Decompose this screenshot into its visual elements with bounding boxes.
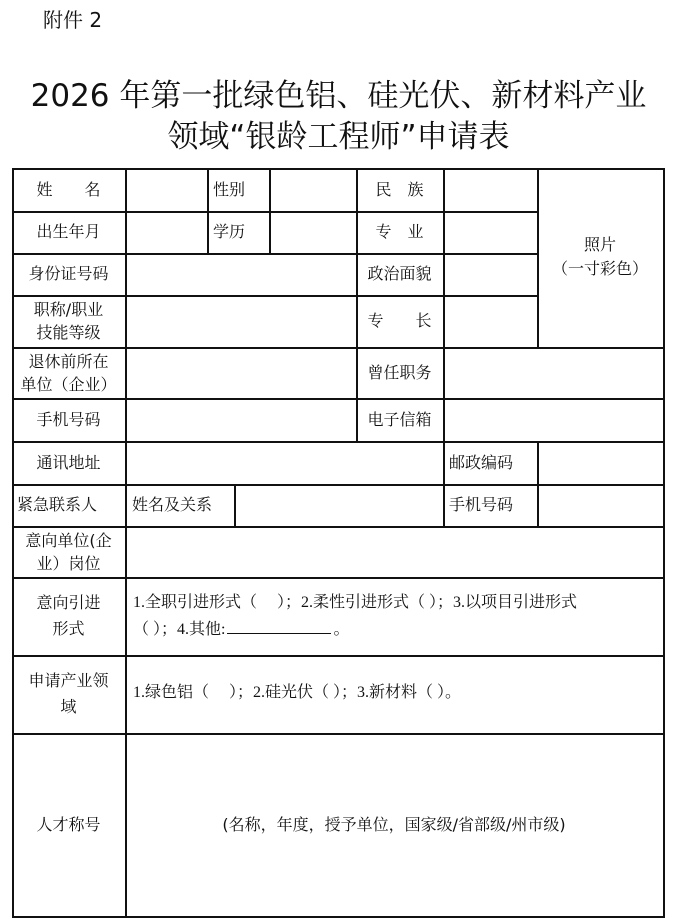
industry-options-text: 1.绿色铝（ ）；2.硅光伏（ ）；3.新材料（ ）。 bbox=[133, 684, 462, 701]
previous-unit-label bbox=[12, 347, 125, 398]
professional-title-label-l2: 技能等级 bbox=[36, 323, 101, 342]
emergency-mobile-label: 手机号码 bbox=[449, 495, 514, 514]
table-border-bottom bbox=[12, 916, 665, 918]
photo-size-label: （一寸彩色） bbox=[551, 258, 648, 278]
political-status-field[interactable] bbox=[443, 253, 537, 295]
target-unit-label-l1: 意向单位(企 bbox=[25, 530, 112, 550]
page-title-line2: 领域“银龄工程师”申请表 bbox=[167, 119, 510, 155]
mobile-label: 手机号码 bbox=[36, 409, 101, 429]
major-field[interactable] bbox=[443, 211, 537, 253]
previous-position-field[interactable] bbox=[443, 347, 663, 398]
industry-label-l2: 域 bbox=[60, 697, 77, 716]
intro-options-line1: 1.全职引进形式（ ）；2.柔性引进形式（ ）；3.以项目引进形式 bbox=[133, 594, 578, 611]
education-field[interactable] bbox=[269, 211, 356, 253]
ethnicity-label: 民 族 bbox=[375, 179, 424, 199]
previous-unit-label-l1: 退休前所在 bbox=[28, 351, 109, 371]
previous-position-label: 曾任职务 bbox=[367, 362, 432, 382]
address-field[interactable] bbox=[125, 441, 443, 484]
table-border-right bbox=[663, 168, 665, 917]
photo-label: 照片 bbox=[583, 234, 616, 254]
intro-options-line2-end: 。 bbox=[333, 621, 350, 638]
other-blank-field[interactable] bbox=[227, 617, 331, 634]
specialty-label: 专 长 bbox=[367, 311, 432, 330]
major-label: 专 业 bbox=[375, 222, 424, 241]
industry-label bbox=[12, 655, 125, 733]
talent-title-label: 人才称号 bbox=[36, 814, 101, 834]
page-title-line1: 2026 年第一批绿色铝、硅光伏、新材料产业 bbox=[30, 78, 647, 114]
emergency-name-relation-field[interactable] bbox=[234, 484, 443, 526]
mobile-field[interactable] bbox=[125, 398, 356, 441]
target-unit-field[interactable] bbox=[125, 526, 663, 577]
birth-label: 出生年月 bbox=[36, 222, 101, 241]
postcode-field[interactable] bbox=[537, 441, 663, 484]
target-unit-label-l2: 业）岗位 bbox=[36, 553, 101, 573]
previous-unit-label-l2: 单位（企业） bbox=[20, 374, 117, 394]
intro-form-options[interactable] bbox=[125, 577, 663, 655]
professional-title-field[interactable] bbox=[125, 295, 356, 347]
intro-form-label-l1: 意向引进 bbox=[36, 593, 101, 612]
target-unit-label bbox=[12, 526, 125, 577]
previous-unit-field[interactable] bbox=[125, 347, 356, 398]
id-number-field[interactable] bbox=[125, 253, 356, 295]
name-label: 姓 名 bbox=[36, 179, 101, 199]
industry-options[interactable] bbox=[125, 655, 663, 733]
intro-options-line2 bbox=[133, 617, 349, 643]
education-label: 学历 bbox=[213, 222, 246, 241]
email-label: 电子信箱 bbox=[367, 409, 432, 429]
postcode-label: 邮政编码 bbox=[449, 452, 514, 472]
ethnicity-field[interactable] bbox=[443, 168, 537, 211]
professional-title-label bbox=[12, 295, 125, 347]
address-label: 通讯地址 bbox=[36, 452, 101, 472]
attachment-label: 附件 2 bbox=[43, 8, 103, 32]
email-field[interactable] bbox=[443, 398, 663, 441]
birth-field[interactable] bbox=[125, 211, 207, 253]
talent-title-hint: (名称，年度，授予单位，国家级/省部级/州市级) bbox=[222, 814, 566, 834]
intro-options-line2-text: （ ）；4.其他: bbox=[133, 621, 226, 638]
photo-box[interactable] bbox=[537, 168, 663, 347]
gender-label: 性别 bbox=[213, 179, 246, 199]
professional-title-label-l1: 职称/职业 bbox=[33, 300, 104, 319]
industry-label-l1: 申请产业领 bbox=[28, 671, 109, 690]
emergency-contact-label: 紧急联系人 bbox=[17, 495, 98, 514]
gender-field[interactable] bbox=[269, 168, 356, 211]
id-number-label: 身份证号码 bbox=[28, 264, 109, 283]
specialty-field[interactable] bbox=[443, 295, 537, 347]
emergency-mobile-field[interactable] bbox=[537, 484, 663, 526]
intro-form-label bbox=[12, 577, 125, 655]
political-status-label: 政治面貌 bbox=[367, 264, 432, 283]
emergency-name-relation-label: 姓名及关系 bbox=[132, 495, 213, 514]
intro-form-label-l2: 形式 bbox=[52, 619, 85, 638]
talent-title-field[interactable] bbox=[125, 733, 663, 916]
name-field[interactable] bbox=[125, 168, 207, 211]
